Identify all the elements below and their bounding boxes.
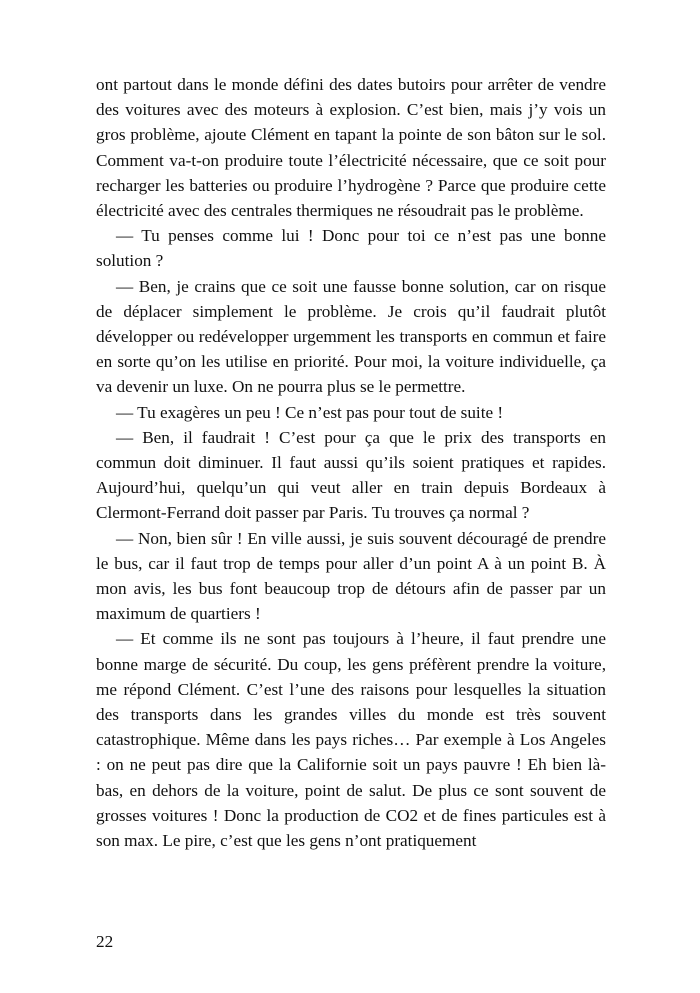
paragraph-5: — Ben, il faudrait ! C’est pour ça que le prix des transports en commun doit diminuer. Il faut aussi qu’ils soient pratiques et rapides. Aujourd’hui, quelqu’un qui veut aller en train depuis Bordeaux à Clermont-Ferrand doit passer par Paris. Tu trouves ça normal ? [96,427,606,523]
paragraph-2: — Tu penses comme lui ! Donc pour toi ce n’est pas une bonne solution ? [96,226,606,271]
page-body [96,72,606,853]
page-number: 22 [96,932,114,951]
paragraph-7: — Et comme ils ne sont pas toujours à l’heure, il faut prendre une bonne marge de sécurité. Du coup, les gens préfèrent prendre la voiture, me répond Clément. C’est l’une des raisons pour lesquelles la situation des transports dans les grandes villes du monde est très souvent catastrophique. Même dans les pays riches… Par exemple à Los Angeles : on ne peut pas dire que la Californie soit un pays pauvre ! Eh bien là-bas, en dehors de la voiture, point de salut. De plus ce sont souvent de grosses voitures ! Donc la production de CO2 et de fines particules est à son max. Le pire, c’est que les gens n’ont pratiquement [96,629,606,851]
paragraph-6: — Non, bien sûr ! En ville aussi, je suis souvent découragé de prendre le bus, car il faut trop de temps pour aller d’un point A à un point B. À mon avis, les bus font beaucoup trop de détours afin de passer par un maximum de quartiers ! [96,528,606,624]
paragraph-1: ont partout dans le monde défini des dates butoirs pour arrêter de vendre des voitures avec des moteurs à explosion. C’est bien, mais j’y vois un gros problème, ajoute Clément en tapant la pointe de son bâton sur le sol. Comment va-t-on produire toute l’électricité nécessaire, que ce soit pour recharger les batteries ou produire l’hydrogène ? Parce que produire cette électricité avec des centrales thermiques ne résoudrait pas le problème. [96,75,606,221]
paragraph-4: — Tu exagères un peu ! Ce n’est pas pour tout de suite ! [116,402,504,422]
paragraph-3: — Ben, je crains que ce soit une fausse bonne solution, car on risque de déplacer simplement le problème. Je crois qu’il faudrait plutôt développer ou redévelopper urgemment les transports en commun et faire en sorte qu’on les utilise en priorité. Pour moi, la voiture individuelle, ça va devenir un luxe. On ne pourra plus se le permettre. [96,276,606,397]
